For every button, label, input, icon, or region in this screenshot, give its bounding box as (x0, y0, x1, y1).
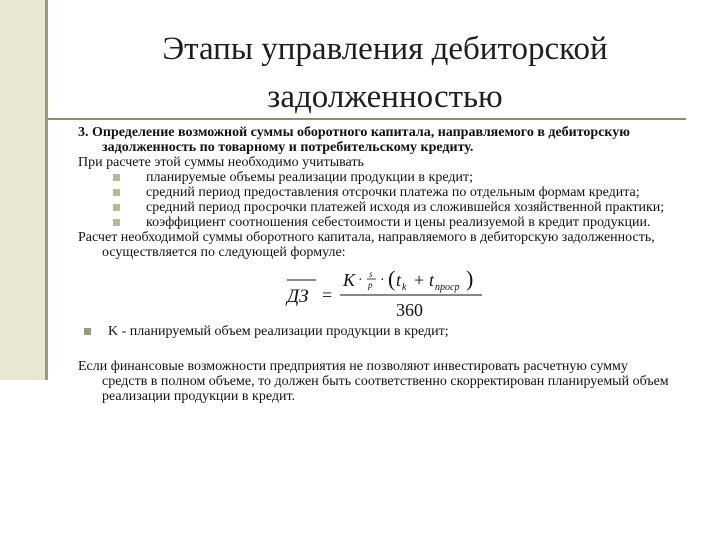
square-bullet-icon (113, 189, 120, 196)
list-item (78, 215, 670, 230)
formula-graphic (278, 266, 498, 318)
formula-plus: + (414, 270, 425, 290)
formula-frac-den: p (368, 280, 373, 290)
step-heading: 3. Определение возможной суммы оборотного капитала, направляемого в дебиторскую задолженность по товарному и потребительскому кредиту. (78, 125, 631, 155)
formula-lhs: ДЗ (287, 286, 309, 307)
formula-t2-sub: проср (435, 282, 460, 293)
k-definition-text: K - планируемый объем реализации продукции в кредит; (108, 324, 449, 339)
formula-intro: Расчет необходимой суммы оборотного капитала, направляемого в дебиторскую задолженность, осуществляется по следующей формуле: (78, 230, 655, 260)
square-bullet-icon (113, 174, 120, 181)
square-bullet-icon (113, 204, 120, 211)
spacer (78, 339, 670, 359)
formula-eq: = (322, 285, 333, 305)
decorative-side-bar (0, 0, 48, 380)
title-line-1: Этапы управления дебиторской (162, 31, 608, 67)
list-item (78, 185, 670, 200)
formula-dot-1: · (358, 273, 363, 288)
formula (78, 266, 670, 318)
title-line-2: задолженностью (267, 79, 503, 115)
list-item-text: коэффициент соотношения себестоимости и цены реализуемой в кредит продукции. (146, 215, 651, 230)
formula-paren-close: ) (466, 266, 474, 291)
closing-text: Если финансовые возможности предприятия не позволяют инвестировать расчетную сумму средств в полном объеме, то должен быть соответственно скорректирован планируемый объем реализации продукции в кредит. (78, 359, 669, 404)
list-item-text: средний период просрочки платежей исходя из сложившейся хозяйственной практики; (146, 200, 665, 215)
formula-dot-2: · (380, 273, 385, 288)
formula-paren-open: ( (388, 266, 396, 291)
list-item (78, 200, 670, 215)
list-item (78, 170, 670, 185)
formula-frac-num: s (369, 269, 373, 279)
slide-body (78, 125, 670, 404)
k-definition (78, 324, 670, 339)
formula-k: K (343, 270, 356, 290)
formula-t2: t (429, 270, 435, 290)
title-divider (48, 118, 686, 120)
list-item-text: средний период предоставления отсрочки платежа по отдельным формам кредита; (146, 185, 640, 200)
formula-denominator: 360 (396, 300, 423, 318)
square-bullet-icon (113, 219, 120, 226)
formula-t1: t (396, 270, 402, 290)
slide-title (70, 25, 700, 121)
formula-t1-sub: k (402, 282, 407, 293)
intro-text: При расчете этой суммы необходимо учитывать (78, 155, 364, 170)
square-bullet-icon (84, 328, 91, 335)
list-item-text: планируемые объемы реализации продукции в кредит; (146, 170, 473, 185)
